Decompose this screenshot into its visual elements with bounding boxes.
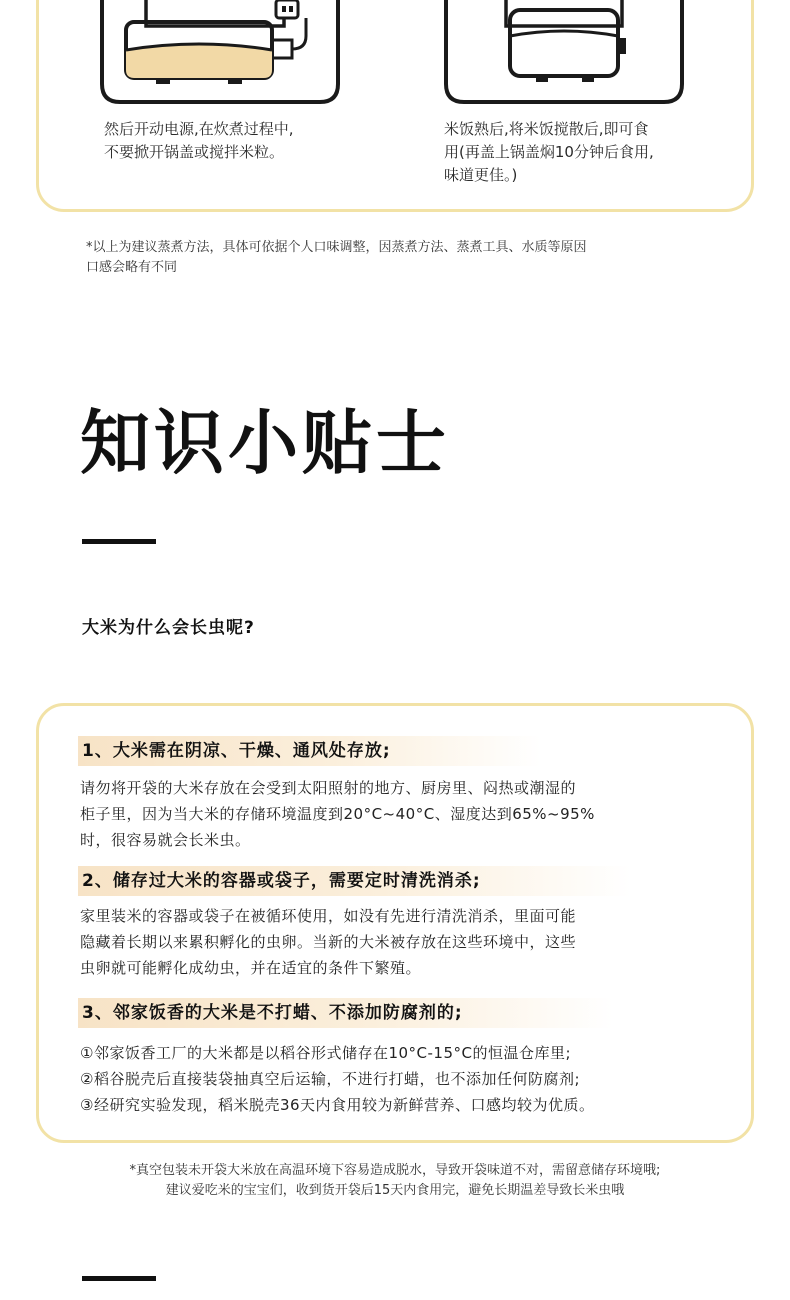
tip-2-line-3: 虫卵就可能孵化成幼虫，并在适宜的条件下繁殖。 bbox=[80, 959, 422, 977]
tip-3-line-2: ②稻谷脱壳后直接装袋抽真空后运输，不进行打蜡，也不添加任何防腐剂; bbox=[80, 1070, 581, 1088]
storage-note-line-2: 建议爱吃米的宝宝们，收到货开袋后15天内食用完，避免长期温差导致长米虫哦 bbox=[165, 1183, 625, 1198]
tip-heading-1: 1、大米需在阴凉、干燥、通风处存放; bbox=[78, 736, 541, 766]
rice-cooker-done-icon bbox=[440, 0, 690, 110]
step-instruction-right bbox=[444, 118, 704, 187]
tip-body-1 bbox=[80, 775, 730, 853]
tip-3-line-1: ①邻家饭香工厂的大米都是以稻谷形式储存在10°C-15°C的恒温仓库里; bbox=[80, 1044, 572, 1062]
disclaimer-line-1: *以上为建议蒸煮方法，具体可依据个人口味调整，因蒸煮方法、蒸煮工具、水质等原因 bbox=[86, 240, 587, 255]
title-divider bbox=[82, 539, 156, 544]
tip-2-line-1: 家里装米的容器或袋子在被循环使用，如没有先进行清洗消杀，里面可能 bbox=[80, 907, 577, 925]
section-question: 大米为什么会长虫呢? bbox=[82, 618, 255, 638]
tip-body-3 bbox=[80, 1040, 730, 1118]
step-right-line-3: 味道更佳。) bbox=[444, 166, 518, 184]
step-instruction-left bbox=[104, 118, 354, 164]
tip-body-2 bbox=[80, 903, 730, 981]
step-left-line-2: 不要掀开锅盖或搅拌米粒。 bbox=[104, 143, 285, 161]
disclaimer-line-2: 口感会略有不同 bbox=[86, 260, 178, 275]
cooking-disclaimer-note bbox=[86, 238, 726, 278]
tip-2-line-2: 隐藏着长期以来累积孵化的虫卵。当新的大米被存放在这些环境中，这些 bbox=[80, 933, 577, 951]
step-right-line-1: 米饭熟后,将米饭搅散后,即可食 bbox=[444, 120, 649, 138]
tip-1-line-1: 请勿将开袋的大米存放在会受到太阳照射的地方、厨房里、闷热或潮湿的 bbox=[80, 779, 577, 797]
storage-note bbox=[0, 1161, 790, 1201]
step-left-line-1: 然后开动电源,在炊煮过程中, bbox=[104, 120, 294, 138]
tip-1-line-2: 柜子里，因为当大米的存储环境温度到20°C~40°C、湿度达到65%~95% bbox=[80, 805, 595, 823]
rice-cooker-plugged-icon bbox=[96, 0, 346, 110]
storage-note-line-1: *真空包装未开袋大米放在高温环境下容易造成脱水，导致开袋味道不对，需留意储存环境哦; bbox=[129, 1163, 661, 1178]
tip-1-line-3: 时，很容易就会长米虫。 bbox=[80, 831, 251, 849]
tip-heading-3: 3、邻家饭香的大米是不打蜡、不添加防腐剂的; bbox=[78, 998, 613, 1028]
tip-heading-2: 2、储存过大米的容器或袋子，需要定时清洗消杀; bbox=[78, 866, 631, 896]
tip-3-line-3: ③经研究实验发现，稻米脱壳36天内食用较为新鲜营养、口感均较为优质。 bbox=[80, 1096, 595, 1114]
page-title: 知识小贴士 bbox=[80, 402, 450, 484]
bottom-divider bbox=[82, 1276, 156, 1281]
step-right-line-2: 用(再盖上锅盖焖10分钟后食用, bbox=[444, 143, 654, 161]
